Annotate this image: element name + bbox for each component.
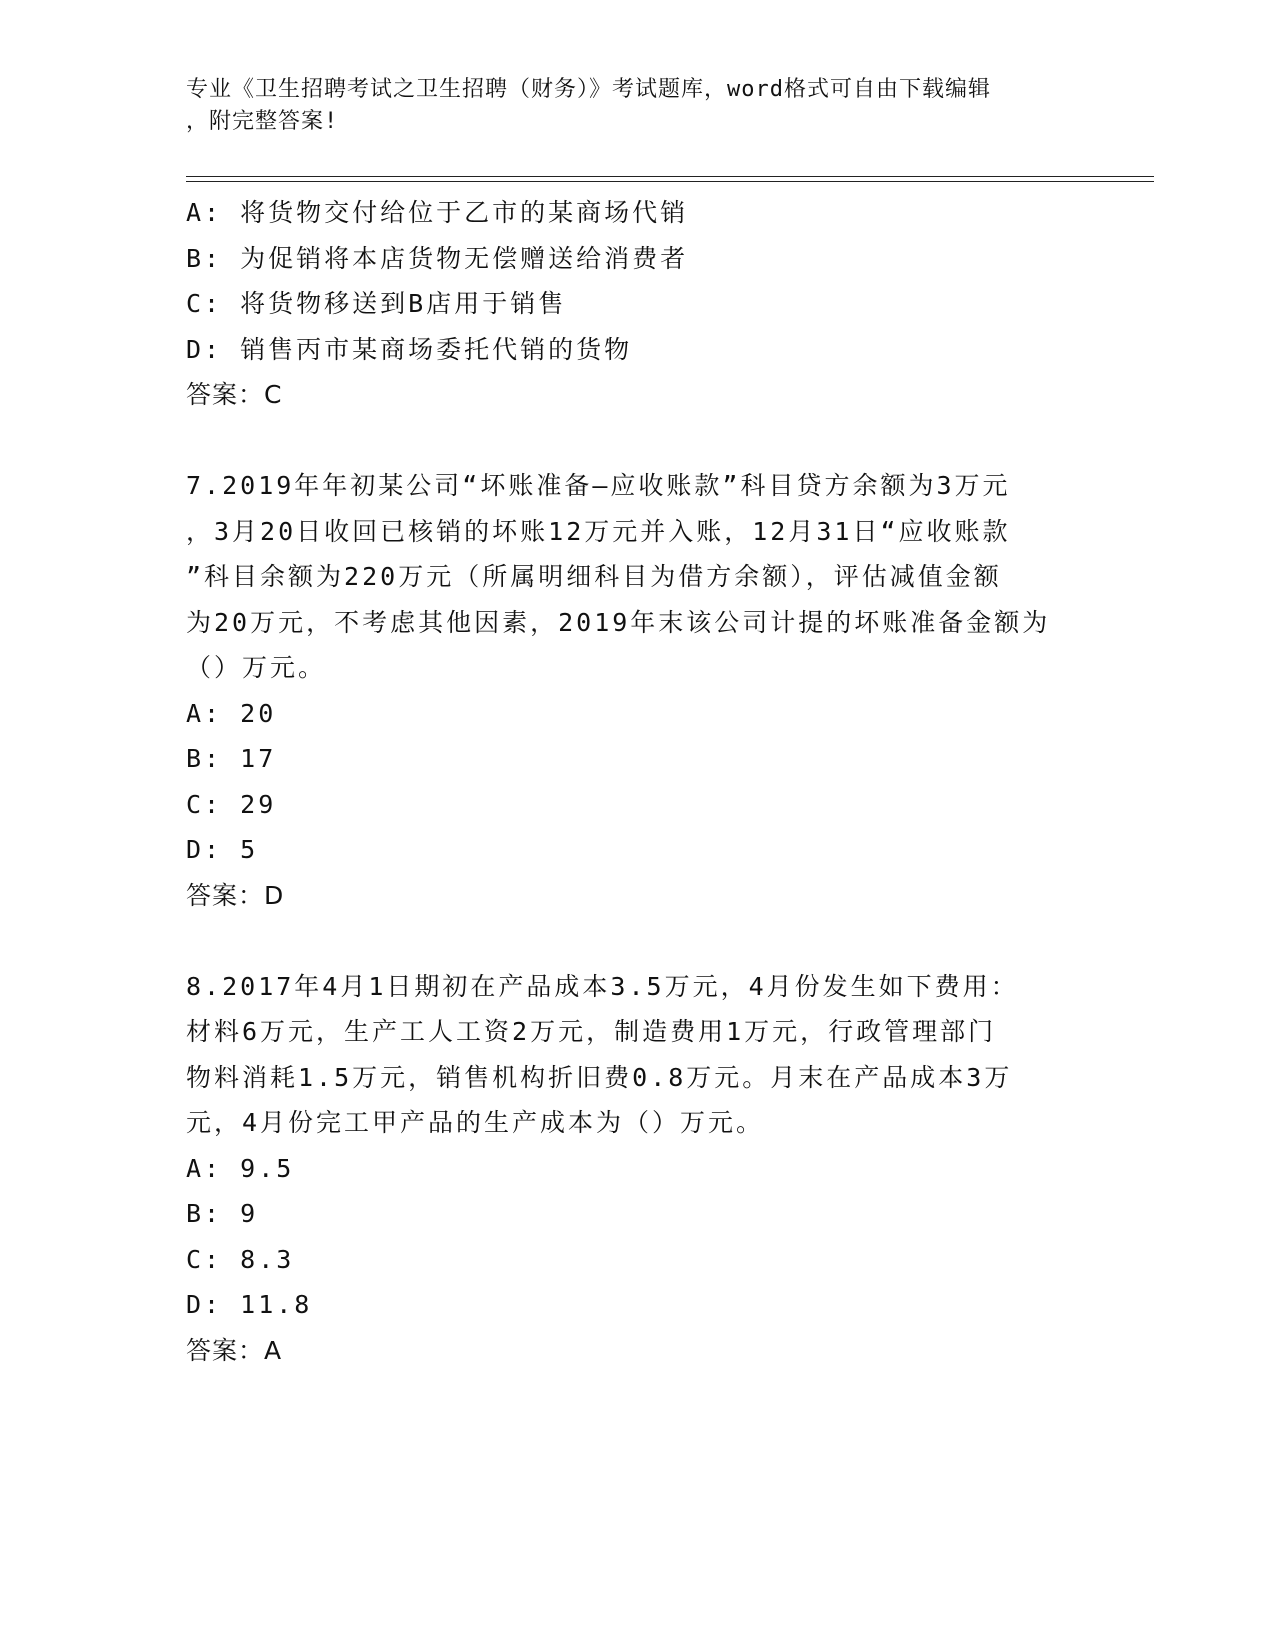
option-c: C: 将货物移送到B店用于销售 — [186, 289, 567, 318]
option-d: D: 11.8 — [186, 1290, 313, 1319]
stem-line: 材料6万元，生产工人工资2万元，制造费用1万元，行政管理部门 — [186, 1017, 997, 1046]
option-b: B: 为促销将本店货物无偿赠送给消费者 — [186, 243, 689, 273]
option-a: A: 将货物交付给位于乙市的某商场代销 — [186, 198, 689, 227]
stem-line: （）万元。 — [186, 653, 327, 682]
spacer — [186, 918, 1086, 964]
option-c: C: 29 — [186, 789, 277, 819]
option-d: D: 5 — [186, 835, 259, 864]
question-8 — [186, 964, 1086, 1374]
question-stem — [186, 463, 1086, 691]
header-divider-bottom — [186, 181, 1154, 182]
document-header — [186, 74, 1086, 138]
stem-line: 8.2017年4月1日期初在产品成本3.5万元，4月份发生如下费用： — [186, 971, 1019, 1001]
question-7 — [186, 463, 1086, 918]
option-b: B: 9 — [186, 1199, 259, 1228]
stem-line: ”科目余额为220万元（所属明细科目为借方余额），评估减值金额 — [186, 562, 1002, 591]
option-b: B: 17 — [186, 744, 277, 773]
spacer — [186, 418, 1086, 464]
question-6 — [186, 190, 1086, 418]
option-a: A: 20 — [186, 698, 277, 728]
stem-line: 元，4月份完工甲产品的生产成本为（）万元。 — [186, 1108, 765, 1137]
answer: 答案：D — [186, 880, 285, 910]
answer: 答案：C — [186, 380, 283, 409]
answer: 答案：A — [186, 1335, 283, 1365]
header-line-2: ，附完整答案! — [186, 109, 339, 134]
option-a: A: 9.5 — [186, 1153, 295, 1183]
stem-line: 7.2019年年初某公司“坏账准备—应收账款”科目贷方余额为3万元 — [186, 471, 1011, 500]
document-body — [186, 190, 1086, 1373]
stem-line: 物料消耗1.5万元，销售机构折旧费0.8万元。月末在产品成本3万 — [186, 1062, 1013, 1092]
header-line-1: 专业《卫生招聘考试之卫生招聘（财务）》考试题库，word格式可自由下载编辑 — [186, 77, 991, 102]
header-divider-top — [186, 176, 1154, 177]
stem-line: ，3月20日收回已核销的坏账12万元并入账，12月31日“应收账款 — [186, 516, 1011, 546]
option-c: C: 8.3 — [186, 1244, 295, 1274]
stem-line: 为20万元，不考虑其他因素，2019年末该公司计提的坏账准备金额为 — [186, 607, 1051, 637]
option-d: D: 销售丙市某商场委托代销的货物 — [186, 334, 633, 364]
question-stem — [186, 964, 1086, 1146]
